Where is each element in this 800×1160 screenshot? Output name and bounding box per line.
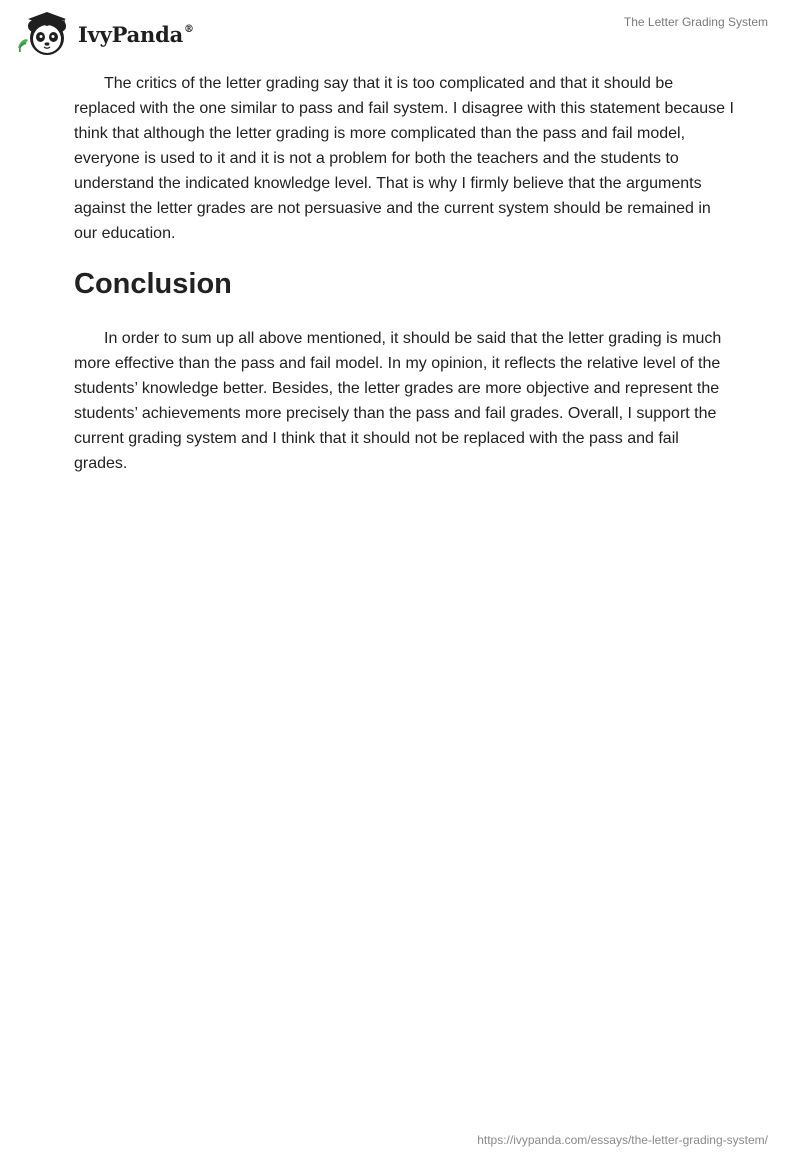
- page-header: [0, 0, 800, 60]
- conclusion-paragraph: In order to sum up all above mentioned, it should be said that the letter grading is much more effective than the pass and fail model. In my opinion, it reflects the relative level of the students’ knowledge better. Besides, the letter grades are more objective and represent the students’ achievements more precisely than the pass and fail grades. Overall, I support the current grading system and I think that it should not be replaced with the pass and fail grades.: [74, 330, 722, 472]
- brand-name: IvyPanda®: [78, 21, 194, 47]
- panda-logo-icon: [14, 8, 76, 58]
- source-url-link[interactable]: https://ivypanda.com/essays/the-letter-grading-system/: [477, 1133, 768, 1147]
- body-paragraph: The critics of the letter grading say that it is too complicated and that it should be replaced with the one similar to pass and fail system. I disagree with this statement because I think that although the letter grading is more complicated than the pass and fail model, everyone is used to it and it is not a problem for both the teachers and the students to understand the indicated knowledge level. That is why I firmly believe that the arguments against the letter grades are not persuasive and the current system should be remained in our education.: [74, 75, 734, 242]
- ivypanda-logo[interactable]: [14, 8, 194, 58]
- running-title: The Letter Grading System: [623, 15, 768, 29]
- essay-content: [74, 71, 734, 476]
- section-heading-conclusion: Conclusion: [74, 268, 232, 300]
